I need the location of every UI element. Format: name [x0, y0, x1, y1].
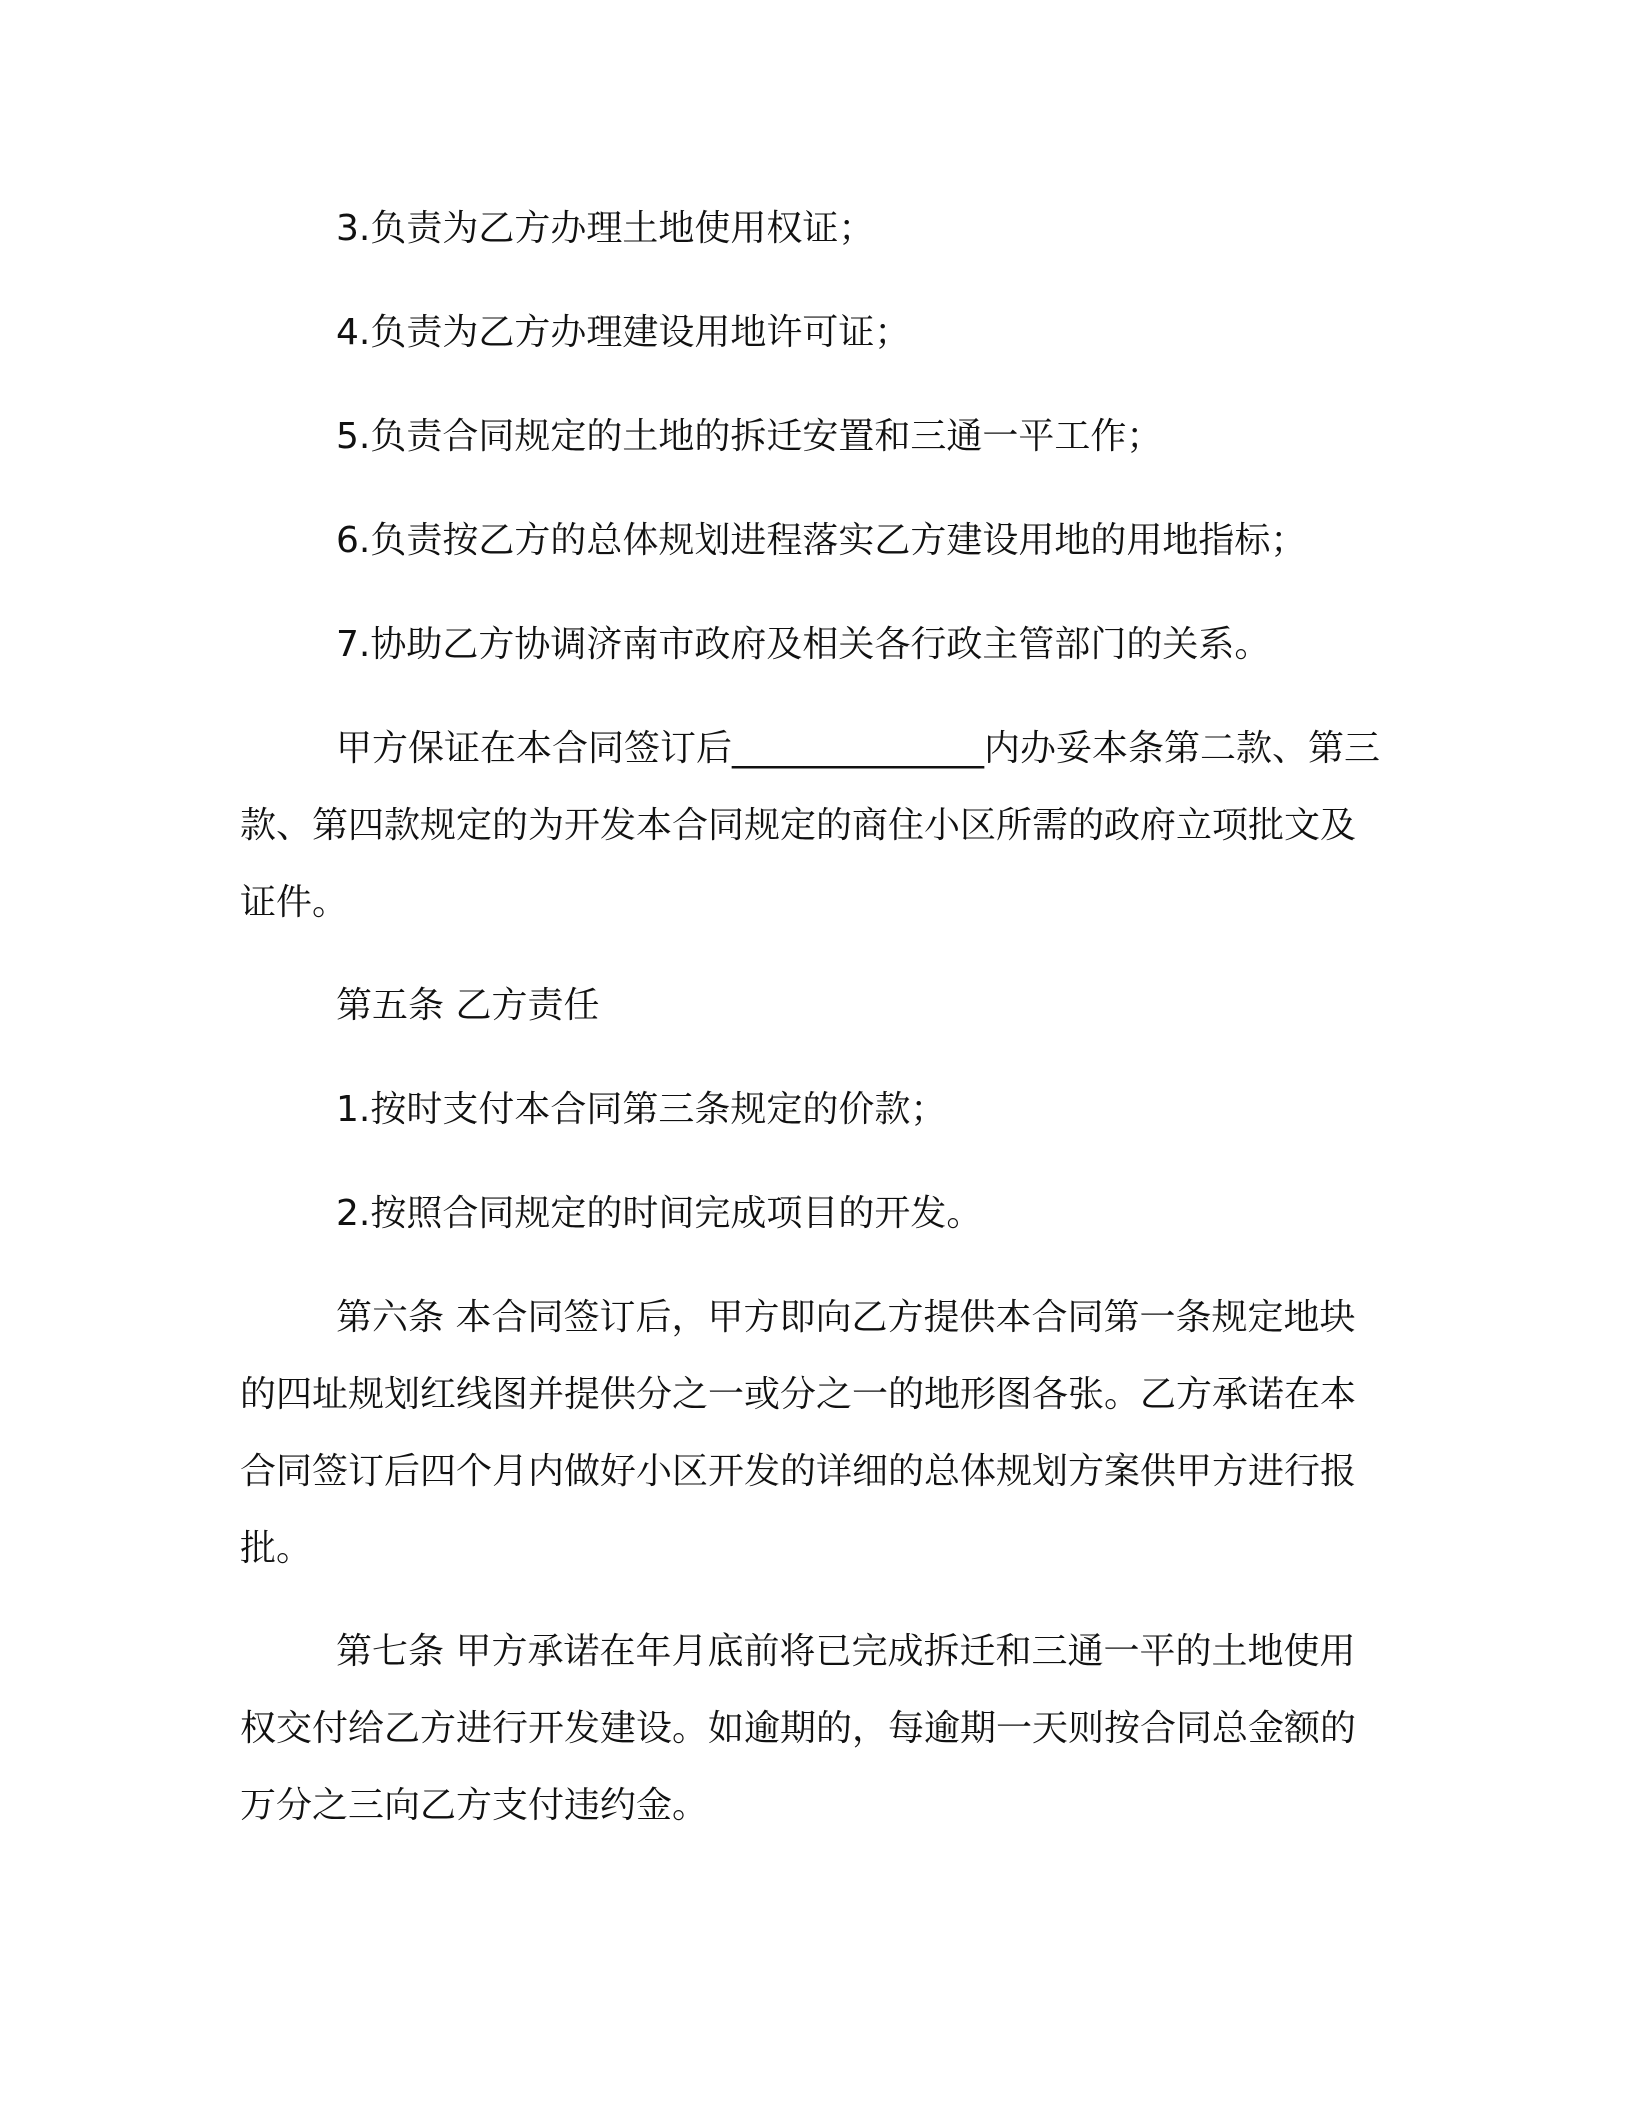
- paragraph-duty-1: 1.按时支付本合同第三条规定的价款；: [336, 1089, 947, 1130]
- paragraph-clause-4: 4.负责为乙方办理建设用地许可证；: [336, 312, 911, 353]
- paragraph-clause-6: 6.负责按乙方的总体规划进程落实乙方建设用地的用地指标；: [336, 520, 1307, 561]
- paragraph-clause-5: 5.负责合同规定的土地的拆迁安置和三通一平工作；: [336, 416, 1163, 457]
- paragraph-guarantee: 甲方保证在本合同签订后______________内办妥本条第二款、第三款、第四款规定的为开发本合同规定的商住小区所需的政府立项批文及证件。: [240, 728, 1381, 923]
- paragraph-article-7: 第七条 甲方承诺在年月底前将已完成拆迁和三通一平的土地使用权交付给乙方进行开发建设。如逾期的，每逾期一天则按合同总金额的万分之三向乙方支付违约金。: [240, 1631, 1357, 1826]
- paragraph-clause-3: 3.负责为乙方办理土地使用权证；: [336, 208, 875, 249]
- paragraph-clause-7: 7.协助乙方协调济南市政府及相关各行政主管部门的关系。: [336, 624, 1271, 665]
- paragraph-article-6: 第六条 本合同签订后，甲方即向乙方提供本合同第一条规定地块的四址规划红线图并提供分之一或分之一的地形图各张。乙方承诺在本合同签订后四个月内做好小区开发的详细的总体规划方案供甲方进行报批。: [240, 1297, 1357, 1569]
- heading-article-5: 第五条 乙方责任: [336, 985, 600, 1026]
- document-body: [240, 190, 1390, 1870]
- paragraph-duty-2: 2.按照合同规定的时间完成项目的开发。: [336, 1193, 983, 1234]
